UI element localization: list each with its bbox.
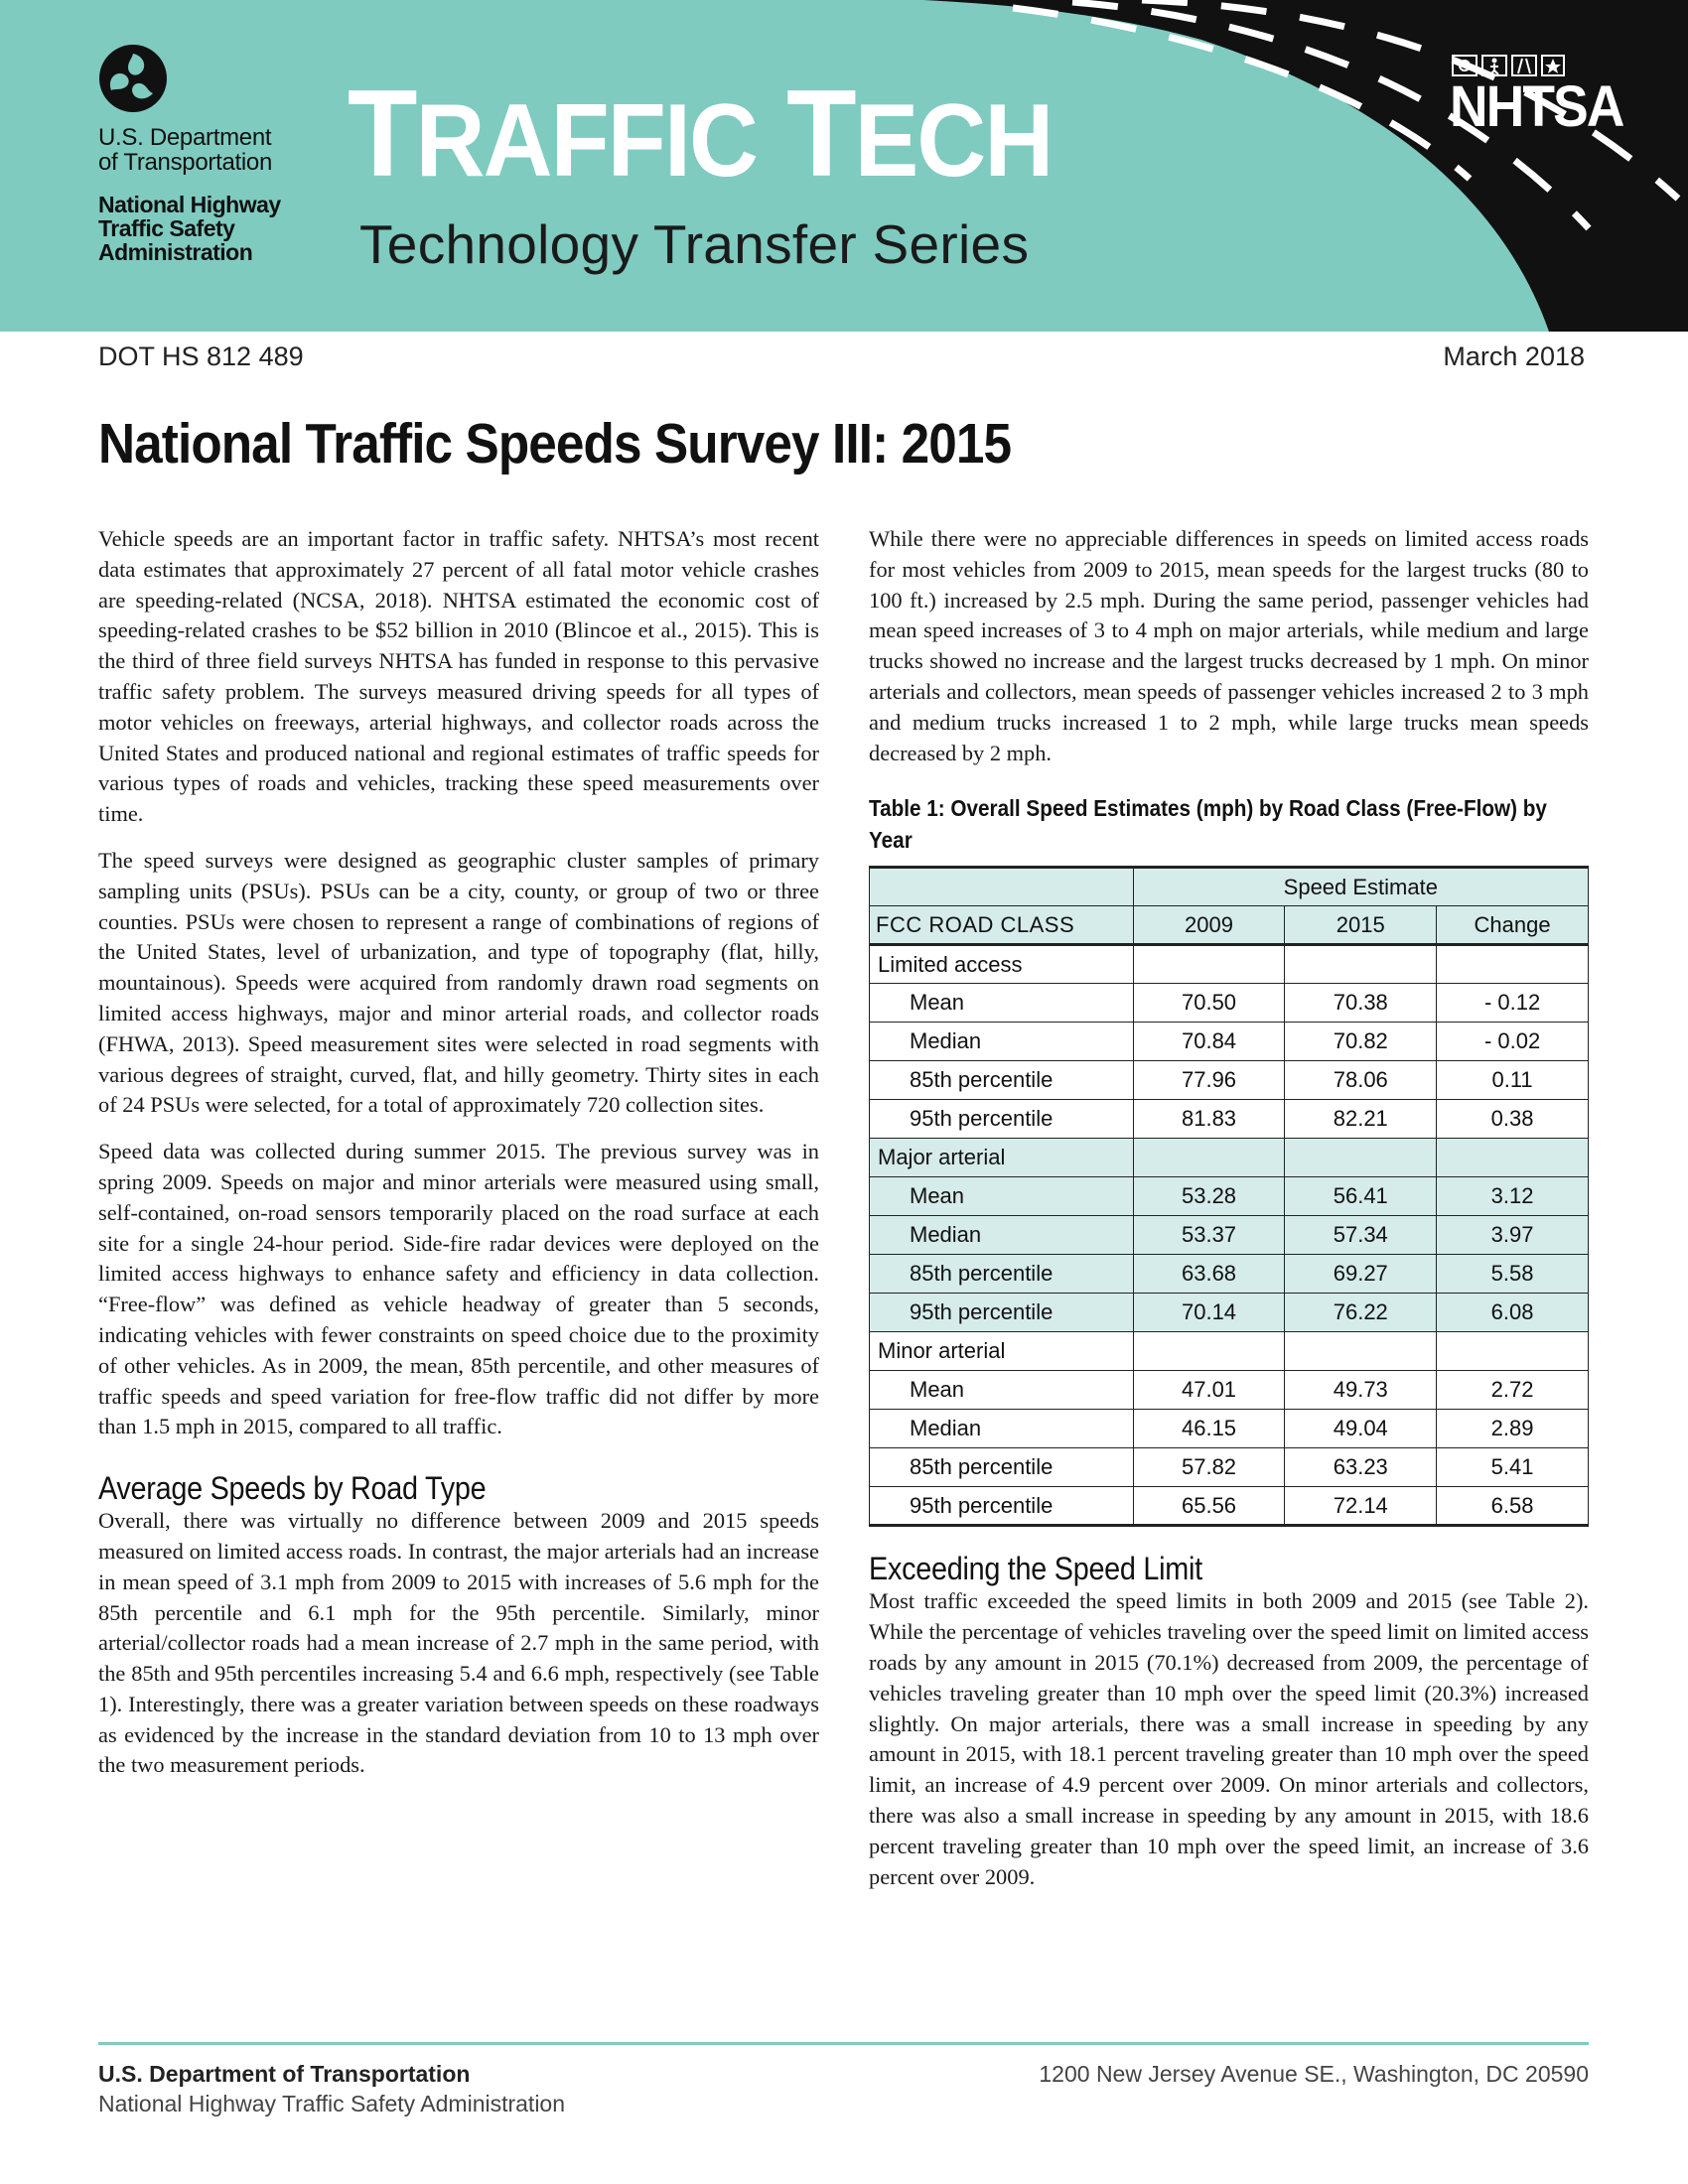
value-2015: 82.21 [1285,1100,1437,1139]
table-empty-cell [1437,1139,1589,1177]
value-change: 3.12 [1437,1177,1589,1216]
value-change: 2.89 [1437,1410,1589,1448]
brand-title-ech: ECH [854,83,1053,199]
table-empty-cell [1437,1332,1589,1371]
table-row [870,1023,1589,1061]
value-2015: 70.38 [1285,984,1437,1023]
value-2009: 53.37 [1133,1216,1285,1255]
table-row [870,1100,1589,1139]
value-2009: 53.28 [1133,1177,1285,1216]
value-change: - 0.02 [1437,1023,1589,1061]
table-group-row [870,1139,1589,1177]
table-empty-cell [1437,945,1589,984]
value-2015: 57.34 [1285,1216,1437,1255]
intro-paragraph: Vehicle speeds are an important factor in traffic safety. NHTSA’s most recent data estimates that approximately 27 percent of all fatal motor vehicle crashes are speeding-related (NCSA, 2018). NHTSA estimated the economic cost of speeding-related crashes to be $52 billion in 2010 (Blincoe et al., 2015). This is the third of three field surveys NHTSA has funded in response to this pervasive traffic safety problem. The surveys measured driving speeds for all types of motor vehicles on freeways, arterial highways, and collector roads across the United States and produced national and regional estimates of traffic speeds for various types of roads and vehicles, tracking these speed measurements over time. [98,526,819,827]
statistic-label: 85th percentile [870,1448,1134,1487]
table-row [870,1177,1589,1216]
speed-estimates-table [869,866,1589,1527]
table-caption: Table 1: Overall Speed Estimates (mph) by Road Class (Free-Flow) by Year [869,795,1547,854]
footer-agency: National Highway Traffic Safety Administration [98,2091,566,2116]
table-group-row [870,1332,1589,1371]
value-change: 5.41 [1437,1448,1589,1487]
value-2015: 56.41 [1285,1177,1437,1216]
agency-line-1: National Highway [98,192,281,217]
value-2015: 70.82 [1285,1023,1437,1061]
value-2015: 63.23 [1285,1448,1437,1487]
table-row [870,1448,1589,1487]
statistic-label: 95th percentile [870,1487,1134,1526]
footer-department: U.S. Department of Transportation [98,2061,471,2087]
brand-subtitle: Technology Transfer Series [359,213,1030,275]
year-2015-header: 2015 [1285,906,1437,945]
department-line-2: of Transportation [98,149,273,176]
value-2009: 46.15 [1133,1410,1285,1448]
value-change: 0.38 [1437,1100,1589,1139]
road-class-name: Limited access [870,945,1134,984]
road-class-name: Minor arterial [870,1332,1134,1371]
left-column [98,524,819,1781]
value-2009: 65.56 [1133,1487,1285,1526]
speed-estimate-header: Speed Estimate [1133,868,1588,906]
document-title: National Traffic Speeds Survey III: 2015 [98,412,1012,476]
fcc-road-class-header: FCC ROAD CLASS [870,906,1134,945]
value-change: 5.58 [1437,1255,1589,1294]
section-heading-exceeding-limit: Exceeding the Speed Limit [869,1551,1202,1587]
document-number: DOT HS 812 489 [98,341,304,371]
nhtsa-safety-icons [1452,55,1565,76]
value-2015: 72.14 [1285,1487,1437,1526]
value-2009: 63.68 [1133,1255,1285,1294]
table-row [870,1487,1589,1526]
table-row [870,1255,1589,1294]
table-row [870,1371,1589,1410]
table-group-row [870,945,1589,984]
value-2015: 49.73 [1285,1371,1437,1410]
value-2009: 70.14 [1133,1294,1285,1332]
department-name [98,125,272,175]
brand-title-t: T [348,66,416,203]
value-2009: 47.01 [1133,1371,1285,1410]
value-change: 6.58 [1437,1487,1589,1526]
table-empty-cell [1285,1332,1437,1371]
value-change: 2.72 [1437,1371,1589,1410]
value-2015: 78.06 [1285,1061,1437,1100]
brand-title-raffic: RAFFIC [415,83,758,199]
section-heading-average-speeds: Average Speeds by Road Type [98,1470,487,1507]
statistic-label: Mean [870,1371,1134,1410]
publication-date: March 2018 [1443,341,1585,371]
statistic-label: 95th percentile [870,1100,1134,1139]
footer-address: 1200 New Jersey Avenue SE., Washington, DC 20590 [1039,2061,1589,2087]
table-empty-cell [1285,1139,1437,1177]
value-2009: 81.83 [1133,1100,1285,1139]
value-change: 0.11 [1437,1061,1589,1100]
value-2009: 70.84 [1133,1023,1285,1061]
statistic-label: 85th percentile [870,1061,1134,1100]
value-2015: 49.04 [1285,1410,1437,1448]
average-speeds-paragraph: Overall, there was virtually no difference between 2009 and 2015 speeds measured on limited access roads. In contrast, the major arterials had an increase in mean speed of 3.1 mph from 2009 to 2015 with increases of 5.6 mph for the 85th percentile and 6.1 mph for the 95th percentile. Similarly, minor arterial/collector roads had a mean increase of 2.7 mph in the same period, with the 85th and 95th percentiles increasing 5.4 and 6.6 mph, respectively (see Table 1). Interestingly, there was a greater variation between speeds on these roadways as evidenced by the increase in the standard deviation from 10 to 13 mph over the two measurement periods. [98,1508,819,1778]
statistic-label: Median [870,1216,1134,1255]
statistic-label: Mean [870,984,1134,1023]
statistic-label: 95th percentile [870,1294,1134,1332]
table-empty-cell [1285,945,1437,984]
value-2015: 76.22 [1285,1294,1437,1332]
value-change: 6.08 [1437,1294,1589,1332]
value-2009: 77.96 [1133,1061,1285,1100]
table-row [870,984,1589,1023]
department-line-1: U.S. Department [98,124,272,151]
year-2009-header: 2009 [1133,906,1285,945]
statistic-label: Mean [870,1177,1134,1216]
dot-triskelion-logo [98,44,168,113]
footer-rule [98,2042,1589,2045]
brand-title-t2: T [786,66,855,203]
value-change: - 0.12 [1437,984,1589,1023]
table-empty-cell [1133,945,1285,984]
table-empty-cell [1133,1139,1285,1177]
table-header-empty [870,868,1134,906]
agency-line-2: Traffic Safety [98,215,235,241]
header-banner [0,0,1688,332]
value-2015: 69.27 [1285,1255,1437,1294]
table-row [870,1216,1589,1255]
table-empty-cell [1133,1332,1285,1371]
statistic-label: Median [870,1410,1134,1448]
value-2009: 57.82 [1133,1448,1285,1487]
value-2009: 70.50 [1133,984,1285,1023]
agency-name [98,193,281,264]
right-column [869,524,1589,1892]
survey-design-paragraph: The speed surveys were designed as geographic cluster samples of primary sampling units (PSUs). PSUs can be a city, county, or group of two or three counties. PSUs were chosen to represent a range of combinations of regions of the United States, level of urbanization, and type of topography (flat, hilly, mountainous). Speeds were acquired from randomly drawn road segments on limited access highways, major and minor arterial roads, and collector roads (FHWA, 2013). Speed measurement sites were selected in road segments with various degrees of straight, curved, flat, and hilly geometry. Thirty sites in each of 24 PSUs were selected, for a total of approximately 720 collection sites. [98,847,819,1118]
table-row [870,1294,1589,1332]
nhtsa-logo: NHTSA [1450,74,1623,139]
data-collection-paragraph: Speed data was collected during summer 2015. The previous survey was in spring 2009. Speeds on major and minor arterials were measured using small, self-contained, on-road sensors temporarily placed on the road surface at each site for a single 24-hour period. Side-fire radar devices were deployed on the limited access highways to enhance safety and efficiency in data collection. “Free-flow” was defined as vehicle headway of greater than 5 seconds, indicating vehicles with fewer constraints on speed choice due to the proximity of other vehicles. As in 2009, the mean, 85th percentile, and other measures of traffic speeds and speed variation for free-flow traffic did not differ by more than 1.5 mph in 2015, compared to all traffic. [98,1139,819,1439]
statistic-label: 85th percentile [870,1255,1134,1294]
table-row [870,1061,1589,1100]
value-change: 3.97 [1437,1216,1589,1255]
table-header-row-2 [870,906,1589,945]
table-body [870,945,1589,1526]
change-header: Change [1437,906,1589,945]
table-header-row-1 [870,868,1589,906]
truck-speeds-paragraph: While there were no appreciable differences in speeds on limited access roads for most vehicles from 2009 to 2015, mean speeds for the largest trucks (80 to 100 ft.) increased by 2.5 mph. During the same period, passenger vehicles had mean speed increases of 3 to 4 mph on major arterials, while medium and large trucks showed no increase and the largest trucks decreased by 1 mph. On minor arterials and collectors, mean speeds of passenger vehicles increased 2 to 3 mph and medium trucks increased 1 to 2 mph, while large trucks mean speeds decreased by 2 mph. [869,526,1589,765]
traffic-tech-title [348,66,1053,205]
agency-line-3: Administration [98,239,253,265]
table-row [870,1410,1589,1448]
statistic-label: Median [870,1023,1134,1061]
road-class-name: Major arterial [870,1139,1134,1177]
exceeding-limit-paragraph: Most traffic exceeded the speed limits in both 2009 and 2015 (see Table 2). While the percentage of vehicles traveling over the speed limit on limited access roads by any amount in 2015 (70.1%) decreased from 2009, the percentage of vehicles traveling greater than 10 mph over the speed limit (20.3%) increased slightly. On major arterials, there was a small increase in speeding by any amount in 2015, with 18.1 percent traveling greater than 10 mph over the speed limit, an increase of 4.9 percent over 2009. On minor arterials and collectors, there was also a small increase in speeding by any amount in 2015, with 18.6 percent traveling greater than 10 mph over the speed limit, an increase of 3.6 percent over 2009. [869,1588,1589,1889]
